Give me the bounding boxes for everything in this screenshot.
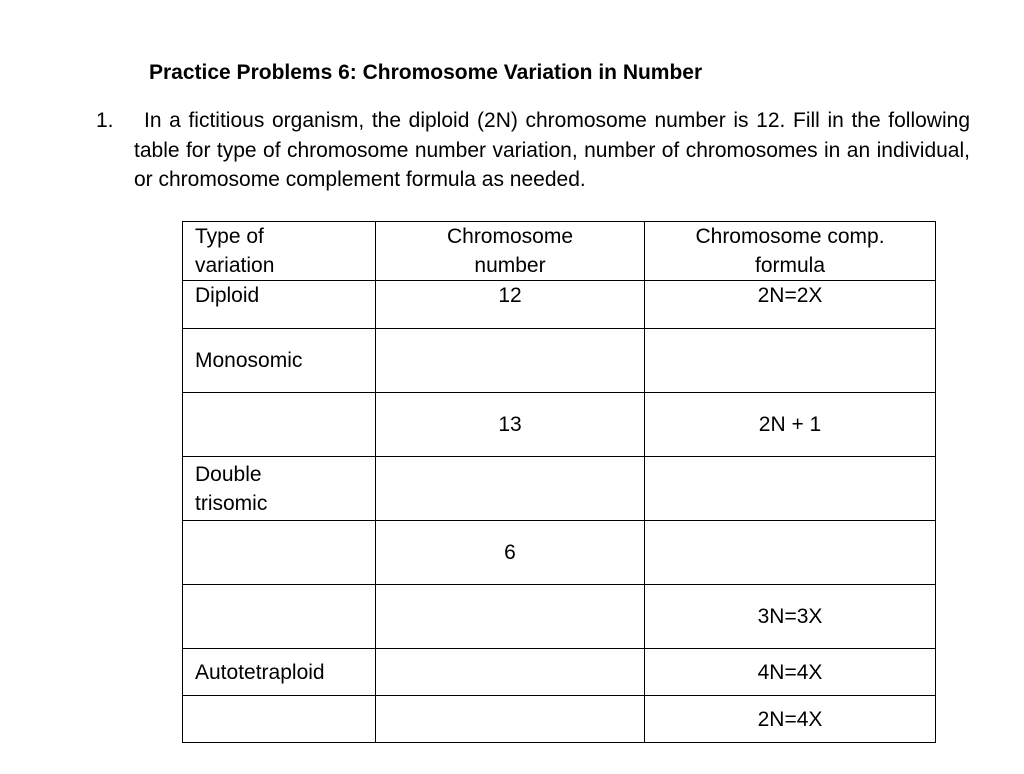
header-formula <box>645 222 936 281</box>
cell-formula[interactable] <box>645 329 936 393</box>
cell-type[interactable] <box>183 393 376 457</box>
cell-type[interactable] <box>183 696 376 743</box>
cell-number[interactable] <box>376 649 645 696</box>
table-row <box>183 585 936 649</box>
table-row <box>183 696 936 743</box>
cell-type-line2: trisomic <box>195 491 268 515</box>
cell-type[interactable] <box>183 521 376 585</box>
header-number-line2: number <box>474 254 546 277</box>
cell-formula[interactable]: 2N=2X <box>645 281 936 329</box>
question-number: 1. <box>96 109 114 132</box>
cell-type-line1: Monosomic <box>195 349 303 372</box>
header-number <box>376 222 645 281</box>
table-row <box>183 521 936 585</box>
cell-type[interactable] <box>183 281 376 329</box>
header-type-line2: variation <box>195 254 275 277</box>
header-type-line1: Type of <box>195 225 264 248</box>
cell-type-line1: Double <box>195 462 262 486</box>
question-text-body: In a fictitious organism, the diploid (2N) chromosome number is 12. Fill in the following table for type of chromosome number variation, number of chromosomes in an individual, or chromosome complement formula as needed. <box>134 109 970 191</box>
table-row <box>183 457 936 521</box>
header-number-line1: Chromosome <box>446 225 574 248</box>
table-header-row <box>183 222 936 281</box>
table-row <box>183 649 936 696</box>
table-row <box>183 281 936 329</box>
cell-number[interactable]: 12 <box>376 281 645 329</box>
table-row <box>183 393 936 457</box>
header-formula-line2: formula <box>754 254 826 277</box>
table-row <box>183 329 936 393</box>
cell-type[interactable] <box>183 457 376 521</box>
cell-type[interactable] <box>183 649 376 696</box>
cell-formula[interactable]: 4N=4X <box>645 649 936 696</box>
cell-formula[interactable]: 3N=3X <box>645 585 936 649</box>
cell-type-line1: Autotetraploid <box>195 660 325 684</box>
cell-type-line1: Diploid <box>195 284 260 307</box>
cell-type[interactable] <box>183 585 376 649</box>
cell-type[interactable] <box>183 329 376 393</box>
cell-formula[interactable] <box>645 521 936 585</box>
cell-number[interactable] <box>376 329 645 393</box>
cell-number[interactable]: 6 <box>376 521 645 585</box>
cell-number[interactable] <box>376 457 645 521</box>
page-title: Practice Problems 6: Chromosome Variation in Number <box>149 61 703 84</box>
header-formula-line1: Chromosome comp. <box>695 225 885 248</box>
cell-formula[interactable]: 2N + 1 <box>645 393 936 457</box>
cell-number[interactable] <box>376 585 645 649</box>
cell-number[interactable]: 13 <box>376 393 645 457</box>
question-text <box>134 106 970 195</box>
cell-formula[interactable]: 2N=4X <box>645 696 936 743</box>
header-type <box>183 222 376 281</box>
cell-number[interactable] <box>376 696 645 743</box>
chromosome-variation-table <box>182 221 936 743</box>
cell-formula[interactable] <box>645 457 936 521</box>
